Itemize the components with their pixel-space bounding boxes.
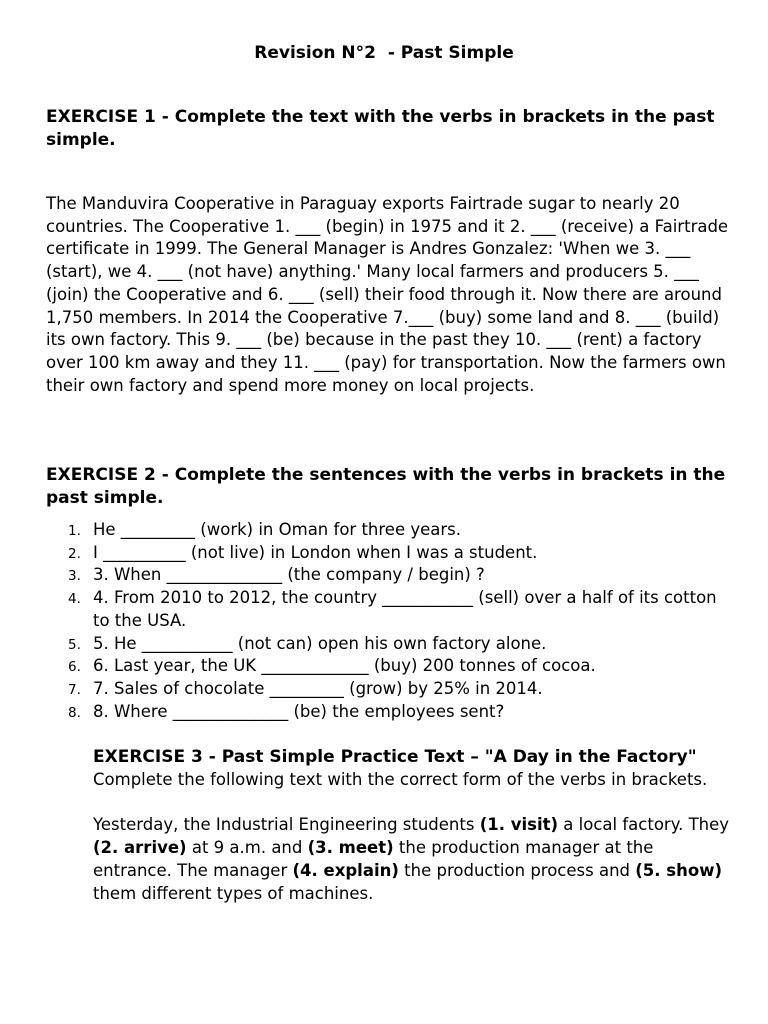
list-item-text: I __________ (not live) in London when I was a student. bbox=[93, 542, 538, 562]
exercise3 bbox=[93, 746, 733, 905]
list-item-text: 4. From 2010 to 2012, the country ___________ (sell) over a half of its cotton to the USA. bbox=[93, 588, 717, 630]
list-item bbox=[46, 655, 736, 678]
list-item bbox=[46, 633, 736, 656]
story-text: Yesterday, the Industrial Engineering students bbox=[93, 815, 480, 835]
list-item bbox=[46, 678, 736, 701]
verb-cue: (5. show) bbox=[635, 860, 722, 880]
page-title: Revision N°2 - Past Simple bbox=[254, 43, 514, 63]
list-item-text: 3. When ______________ (the company / begin) ? bbox=[93, 565, 485, 585]
list-item bbox=[46, 542, 736, 565]
list-item bbox=[46, 701, 736, 724]
story-text: a local factory. They bbox=[558, 815, 730, 835]
list-item bbox=[46, 564, 736, 587]
list-number: 2. bbox=[68, 545, 81, 562]
story-text: them different types of machines. bbox=[93, 883, 374, 903]
exercise2-list bbox=[46, 519, 736, 723]
list-number: 4. bbox=[68, 591, 81, 608]
list-item bbox=[46, 587, 736, 632]
exercise3-story bbox=[93, 814, 733, 905]
list-item-text: He _________ (work) in Oman for three years. bbox=[93, 520, 461, 539]
list-number: 5. bbox=[68, 636, 81, 653]
verb-cue: (2. arrive) bbox=[93, 838, 187, 858]
list-item-text: 6. Last year, the UK _____________ (buy) 200 tonnes of cocoa. bbox=[93, 656, 596, 676]
exercise1-text: The Manduvira Cooperative in Paraguay exports Fairtrade sugar to nearly 20 countries. The Cooperative 1. ___ (begin) in 1975 and it 2. ___ (receive) a Fairtrade certificate in 1999. The General Manager is Andres Gonzalez: 'When we 3. ___ (start), we 4. ___ (not have) anything.' Many local farmers and producers 5. ___ (join) the Cooperative and 6. ___ (sell) their food through it. Now there are around 1,750 members. In 2014 the Cooperative 7.___ (buy) some land and 8. ___ (build) its own factory. This 9. ___ (be) because in the past they 10. ___ (rent) a factory over 100 km away and they 11. ___ (pay) for transportation. Now the farmers own their own factory and spend more money on local projects. bbox=[46, 194, 729, 395]
list-number: 7. bbox=[68, 681, 81, 698]
story-text: the production process and bbox=[398, 860, 636, 880]
list-item bbox=[46, 519, 736, 542]
exercise1-title: EXERCISE 1 - Complete the text with the verbs in brackets in the past simple. bbox=[46, 107, 715, 150]
story-text: at 9 a.m. and bbox=[186, 838, 308, 858]
list-number: 6. bbox=[68, 659, 81, 676]
verb-cue: (3. meet) bbox=[307, 838, 394, 858]
exercise3-title: EXERCISE 3 - Past Simple Practice Text – "A Day in the Factory" bbox=[93, 747, 697, 767]
verb-cue: (1. visit) bbox=[479, 815, 559, 835]
story-text: the production manager at the entrance. The manager bbox=[93, 838, 654, 880]
list-number: 3. bbox=[68, 568, 81, 585]
list-number: 8. bbox=[68, 704, 81, 721]
list-item-text: 8. Where ______________ (be) the employees sent? bbox=[93, 701, 505, 721]
list-number: 1. bbox=[68, 523, 81, 539]
exercise3-instruction: Complete the following text with the correct form of the verbs in brackets. bbox=[93, 770, 708, 789]
list-item-text: 5. He ___________ (not can) open his own factory alone. bbox=[93, 633, 547, 653]
exercise2-title: EXERCISE 2 - Complete the sentences with the verbs in brackets in the past simple. bbox=[46, 465, 726, 508]
list-item-text: 7. Sales of chocolate _________ (grow) by 25% in 2014. bbox=[93, 678, 543, 698]
verb-cue: (4. explain) bbox=[292, 860, 399, 880]
